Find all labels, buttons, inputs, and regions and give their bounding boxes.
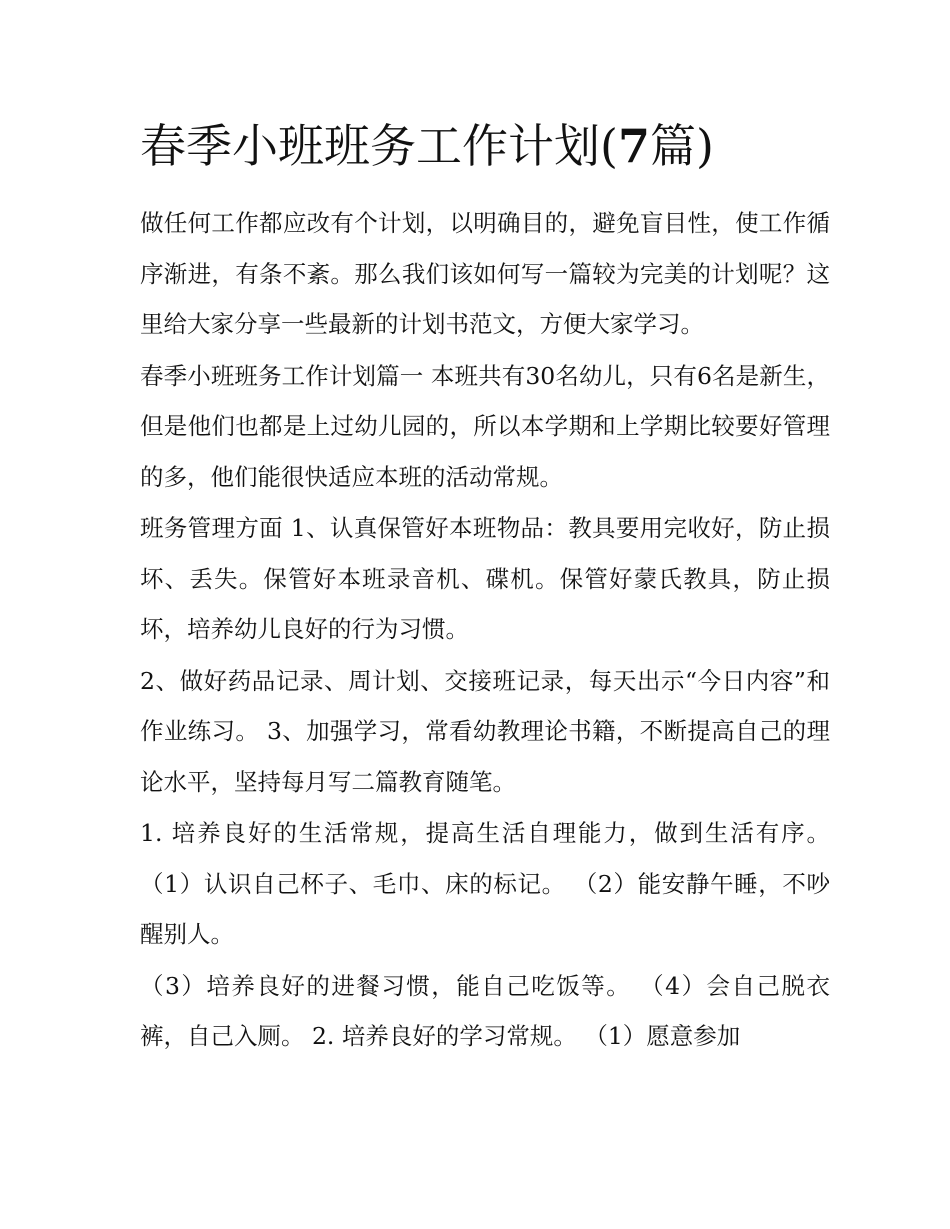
records-study-paragraph: 2、做好药品记录、周计划、交接班记录，每天出示“今日内容”和作业练习。 3、加强学习，常看幼教理论书籍，不断提高自己的理论水平，坚持每月写二篇教育随笔。 bbox=[140, 666, 830, 796]
intro-paragraph: 做任何工作都应改有个计划，以明确目的，避免盲目性，使工作循序渐进，有条不紊。那么我们该如何写一篇较为完美的计划呢？这里给大家分享一些最新的计划书范文，方便大家学习。 bbox=[140, 209, 830, 338]
class-management-paragraph: 班务管理方面 1、认真保管好本班物品：教具要用完收好，防止损坏、丢失。保管好本班录音机、碟机。保管好蒙氏教具，防止损坏，培养幼儿良好的行为习惯。 bbox=[140, 514, 830, 643]
title-text: 春季小班班务工作计划( bbox=[140, 119, 618, 173]
document-title bbox=[140, 112, 830, 180]
section-one-paragraph: 春季小班班务工作计划篇一 本班共有30名幼儿，只有6名是新生，但是他们也都是上过幼儿园的，所以本学期和上学期比较要好管理的多，他们能很快适应本班的活动常规。 bbox=[140, 361, 830, 491]
document-body bbox=[140, 112, 830, 1063]
habits-paragraph: （3）培养良好的进餐习惯，能自己吃饭等。 （4）会自己脱衣裤，自己入厕。 2. 培养良好的学习常规。 （1）愿意参加 bbox=[140, 971, 830, 1050]
title-suffix: 篇) bbox=[649, 119, 714, 173]
title-number: 7 bbox=[617, 119, 650, 173]
life-routine-paragraph: 1. 培养良好的生活常规，提高生活自理能力，做到生活有序。 （1）认识自己杯子、毛巾、床的标记。 （2）能安静午睡，不吵醒别人。 bbox=[140, 819, 830, 948]
